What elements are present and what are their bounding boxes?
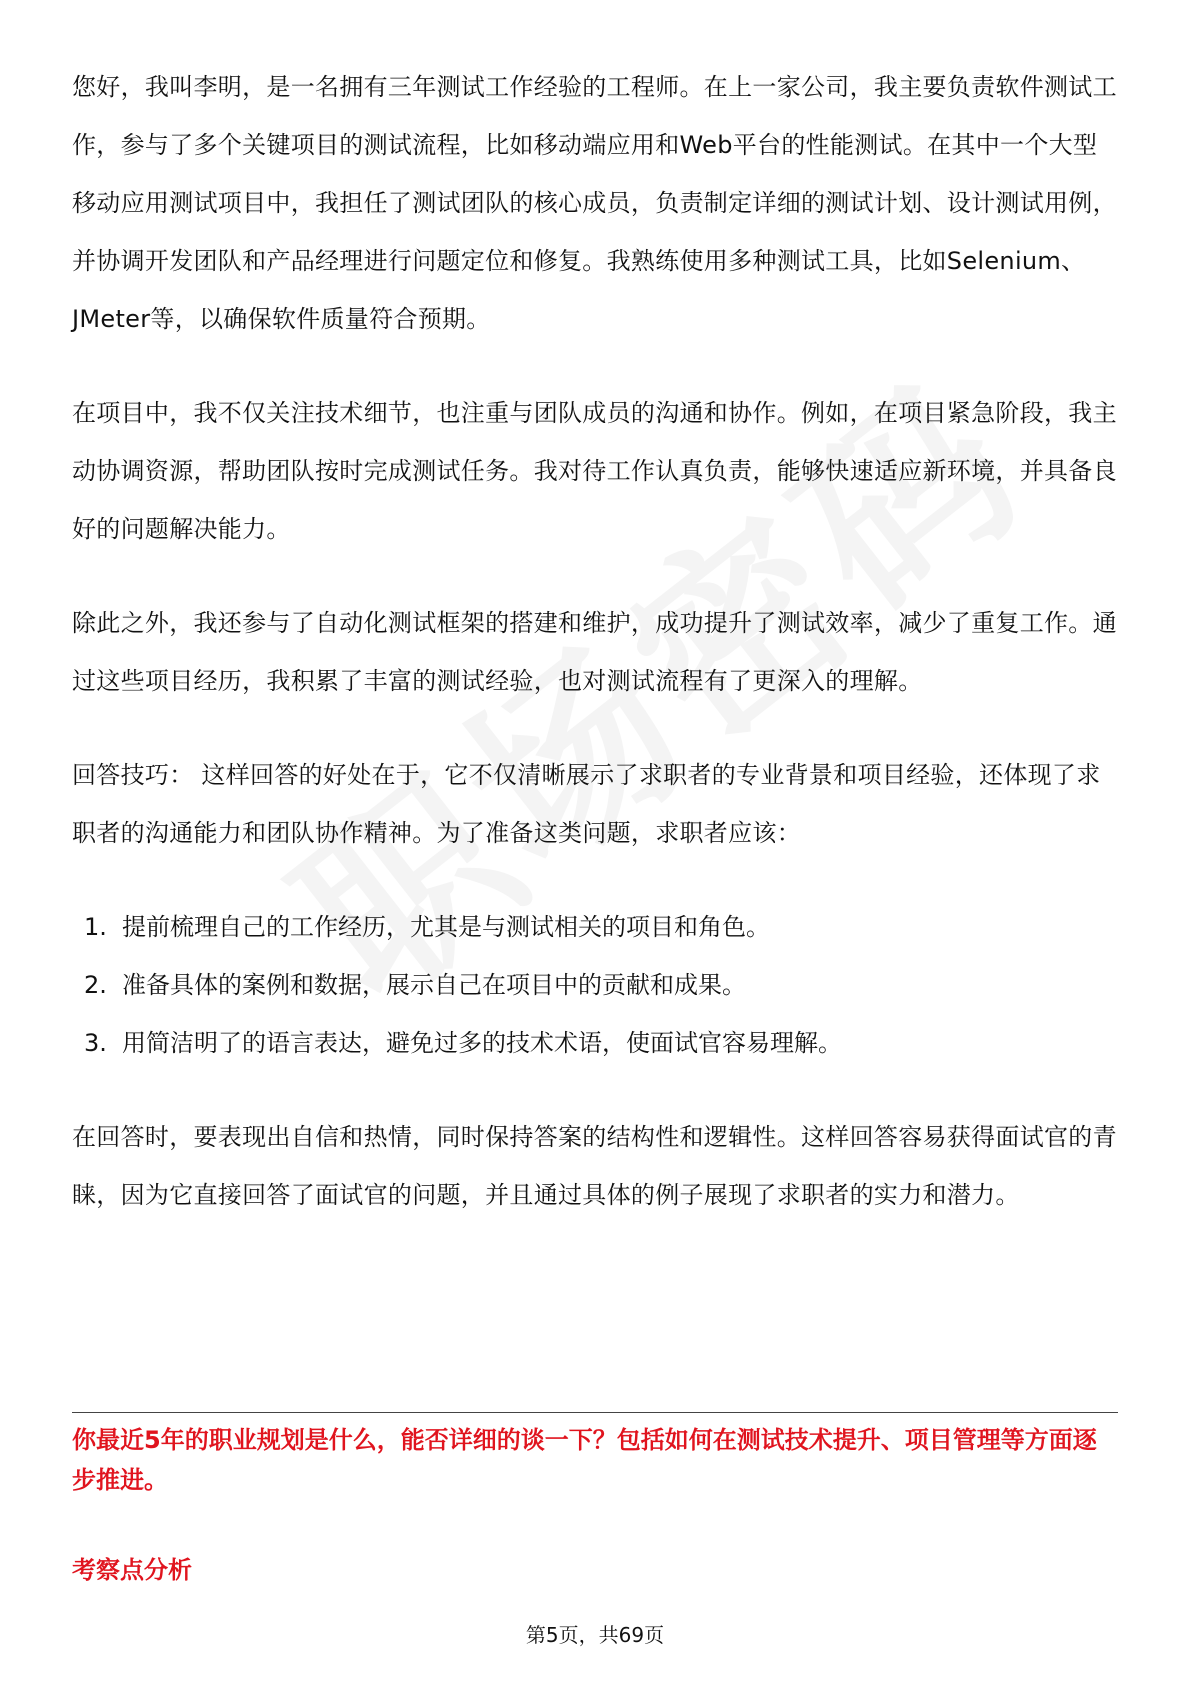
answer-paragraph-closing: 在回答时，要表现出自信和热情，同时保持答案的结构性和逻辑性。这样回答容易获得面试官的青睐，因为它直接回答了面试官的问题，并且通过具体的例子展现了求职者的实力和潜力。 [72,1123,1117,1209]
answer-paragraph-intro: 您好，我叫李明，是一名拥有三年测试工作经验的工程师。在上一家公司，我主要负责软件测试工作，参与了多个关键项目的测试流程，比如移动端应用和Web平台的性能测试。在其中一个大型移动应用测试项目中，我担任了测试团队的核心成员，负责制定详细的测试计划、设计测试用例，并协调开发团队和产品经理进行问题定位和修复。我熟练使用多种测试工具，比如Selenium、JMeter等，以确保软件质量符合预期。 [72,73,1117,333]
list-item [72,898,1118,956]
page-number: 第5页，共69页 [525,1623,665,1647]
list-item-text: 用简洁明了的语言表达，避免过多的技术术语，使面试官容易理解。 [122,1029,842,1057]
list-item-text: 准备具体的案例和数据，展示自己在项目中的贡献和成果。 [122,971,746,999]
list-item-number: 2. [84,971,107,999]
answer-paragraph-teamwork: 在项目中，我不仅关注技术细节，也注重与团队成员的沟通和协作。例如，在项目紧急阶段，我主动协调资源，帮助团队按时完成测试任务。我对待工作认真负责，能够快速适应新环境，并具备良好的问题解决能力。 [72,399,1117,543]
list-item [72,1014,1118,1072]
list-item-number: 1. [84,913,107,941]
list-item-text: 提前梳理自己的工作经历，尤其是与测试相关的项目和角色。 [122,913,770,941]
answer-body [72,58,1118,1224]
answer-tips-intro: 回答技巧： 这样回答的好处在于，它不仅清晰展示了求职者的专业背景和项目经验，还体现了求职者的沟通能力和团队协作精神。为了准备这类问题，求职者应该： [72,761,1101,847]
tips-list [72,898,1118,1072]
list-item-number: 3. [84,1029,107,1057]
section-heading: 考察点分析 [72,1556,192,1584]
section-divider [72,1412,1118,1413]
answer-paragraph-automation: 除此之外，我还参与了自动化测试框架的搭建和维护，成功提升了测试效率，减少了重复工作。通过这些项目经历，我积累了丰富的测试经验，也对测试流程有了更深入的理解。 [72,609,1117,695]
interview-question: 你最近5年的职业规划是什么，能否详细的谈一下？包括如何在测试技术提升、项目管理等方面逐步推进。 [72,1426,1097,1494]
list-item [72,956,1118,1014]
